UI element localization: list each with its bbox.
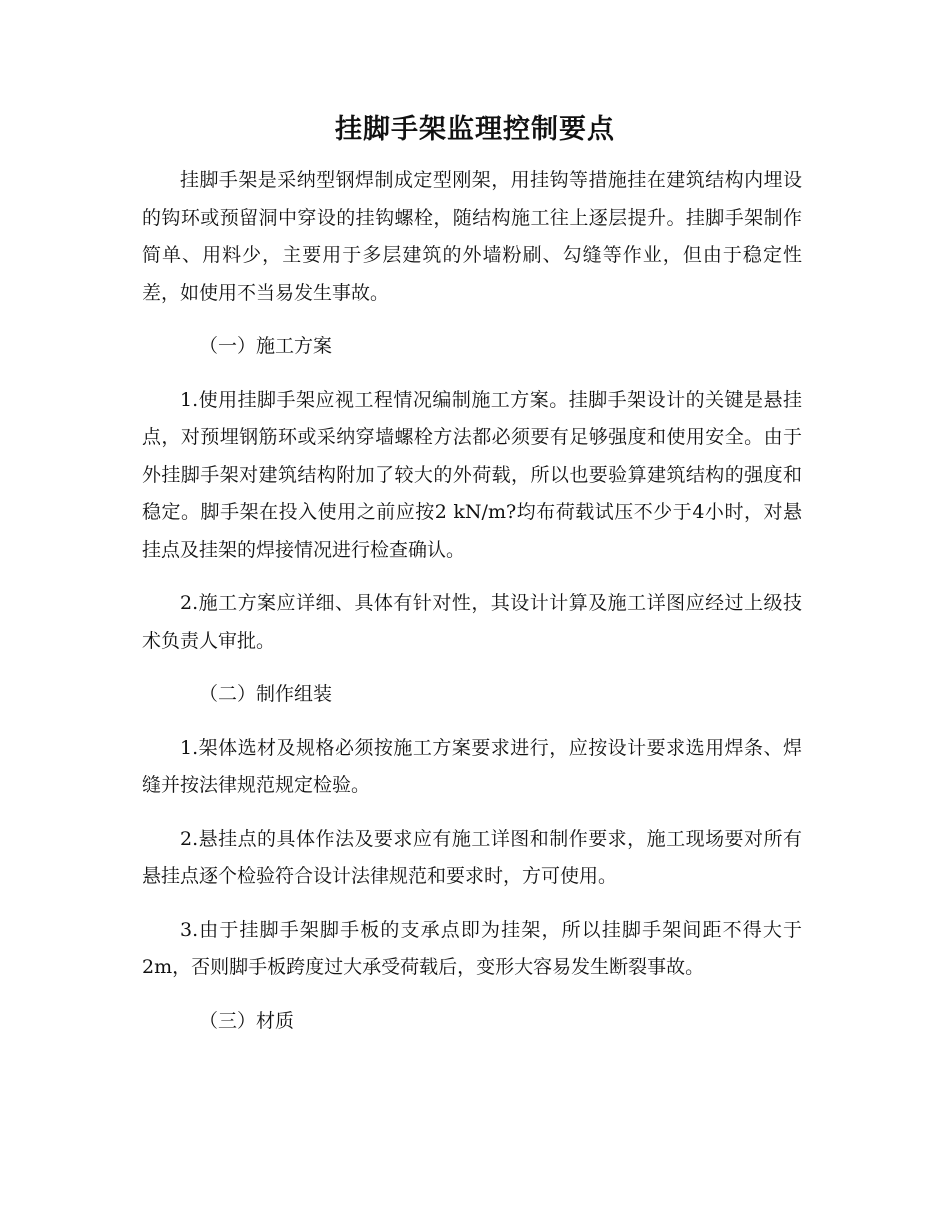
paragraph-plan-item-2: 2.施工方案应详细、具体有针对性，其设计计算及施工详图应经过上级技术负责人审批。 bbox=[142, 592, 802, 652]
paragraph-fabrication-item-2: 2.悬挂点的具体作法及要求应有施工详图和制作要求，施工现场要对所有悬挂点逐个检验符合设计法律规范和要求时，方可使用。 bbox=[142, 827, 802, 887]
paragraph-gap bbox=[142, 312, 802, 328]
paragraph-gap bbox=[142, 987, 802, 1003]
section-heading-materials: （三）材质 bbox=[199, 1009, 295, 1032]
paragraph-gap bbox=[142, 714, 802, 730]
paragraph-fabrication-item-1: 1.架体选材及规格必须按施工方案要求进行，应按设计要求选用焊条、焊缝并按法律规范规定检验。 bbox=[142, 736, 802, 796]
document-body bbox=[142, 162, 802, 1040]
section-heading-construction-plan: （一）施工方案 bbox=[199, 335, 333, 357]
paragraph-gap bbox=[142, 896, 802, 912]
paragraph-gap bbox=[142, 366, 802, 382]
paragraph-intro: 挂脚手架是采纳型钢焊制成定型刚架，用挂钩等措施挂在建筑结构内埋设的钩环或预留洞中穿设的挂钩螺栓，随结构施工往上逐层提升。挂脚手架制作简单、用料少，主要用于多层建筑的外墙粉刷、勾缝等作业，但由于稳定性差，如使用不当易发生事故。 bbox=[142, 169, 802, 304]
paragraph-plan-item-1: 1.使用挂脚手架应视工程情况编制施工方案。挂脚手架设计的关键是悬挂点，对预埋钢筋环或采纳穿墙螺栓方法都必须要有足够强度和使用安全。由于外挂脚手架对建筑结构附加了较大的外荷载，所以也要验算建筑结构的强度和稳定。脚手架在投入使用之前应按2 kN/m?均布荷载试压不少于4小时，对悬挂点及挂架的焊接情况进行检查确认。 bbox=[142, 388, 802, 561]
section-heading-fabrication: （二）制作组装 bbox=[199, 683, 333, 705]
paragraph-gap bbox=[142, 660, 802, 676]
paragraph-gap bbox=[142, 569, 802, 585]
paragraph-gap bbox=[142, 805, 802, 821]
paragraph-fabrication-item-3: 3.由于挂脚手架脚手板的支承点即为挂架，所以挂脚手架间距不得大于2m，否则脚手板跨度过大承受荷载后，变形大容易发生断裂事故。 bbox=[142, 918, 802, 978]
document-title: 挂脚手架监理控制要点 bbox=[335, 114, 615, 145]
